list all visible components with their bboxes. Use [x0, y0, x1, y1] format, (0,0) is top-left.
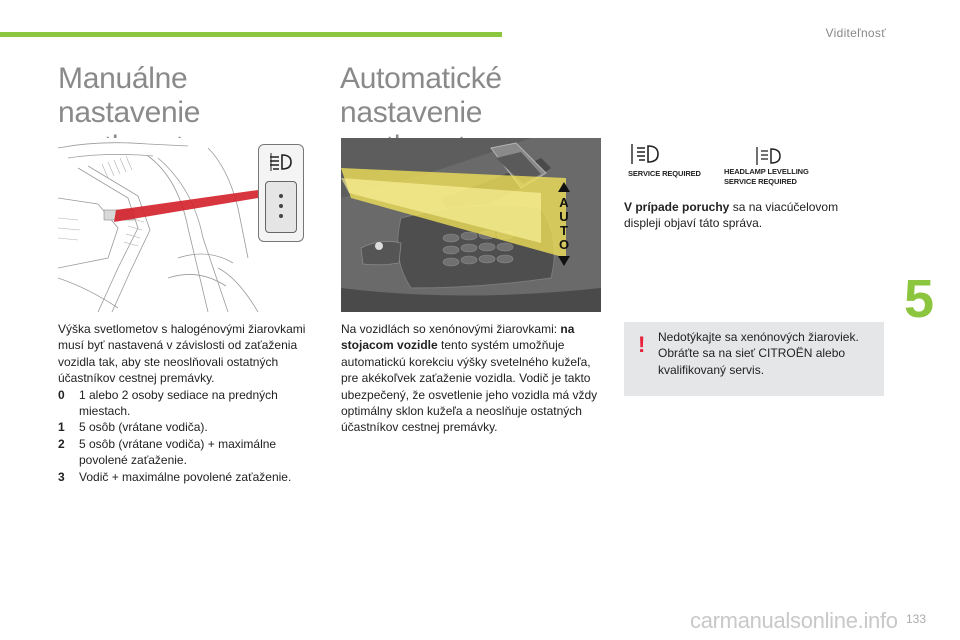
- position-key: 3: [58, 469, 65, 484]
- warning-exclamation-icon: !: [638, 332, 646, 357]
- arrow-down-icon: [558, 256, 570, 266]
- notice-box: [624, 322, 884, 396]
- position-text: 5 osôb (vrátane vodiča) + maximálne povolené zaťaženie.: [79, 436, 277, 468]
- automatic-heading-line1: Automatické nastavenie: [340, 62, 502, 129]
- fault-message-bold: V prípade poruchy: [624, 200, 730, 214]
- position-text: 1 alebo 2 osoby sediace na predných miestach.: [79, 387, 278, 419]
- auto-letter: A: [559, 195, 569, 210]
- chapter-number: 5: [904, 269, 935, 329]
- position-key: 0: [58, 387, 65, 402]
- notice-text: Nedotýkajte sa xenónových žiaroviek. Obráťte sa na sieť CITROËN alebo kvalifikovaný servis.: [658, 330, 859, 377]
- fault-message: [624, 199, 864, 232]
- arrow-up-icon: [558, 182, 570, 192]
- manual-heading-line1: Manuálne nastavenie: [58, 62, 201, 129]
- list-item: [58, 419, 320, 435]
- manual-description: [58, 321, 320, 485]
- headlamp-adjust-thumbwheel[interactable]: [265, 181, 297, 233]
- position-text: Vodič + maximálne povolené zaťaženie.: [79, 469, 292, 484]
- automatic-description: [341, 321, 603, 436]
- headlamp-fault-icon: [628, 142, 662, 166]
- automatic-text-prefix: Na vozidlách so xenónovými žiarovkami:: [341, 322, 561, 336]
- automatic-text-bold: na stojacom vozidle: [341, 322, 575, 353]
- headlamp-beam-icon: [267, 151, 295, 173]
- section-title: Viditeľnosť: [825, 26, 886, 40]
- auto-letter: O: [558, 237, 570, 252]
- position-key: 2: [58, 436, 65, 451]
- top-accent-bar: [0, 32, 502, 37]
- watermark: carmanualsonline.info: [690, 608, 898, 633]
- auto-label: [553, 196, 575, 252]
- dashboard-illustration: [58, 138, 318, 312]
- headlamp-levelling-label-line1: HEADLAMP LEVELLING: [724, 167, 809, 176]
- headlamp-levelling-label-line2: SERVICE REQUIRED: [724, 177, 797, 186]
- position-mark: [279, 204, 283, 208]
- car-front-illustration: [341, 138, 601, 312]
- manual-intro: Výška svetlometov s halogénovými žiarovkami musí byť nastavená v závislosti od zaťaženia vozidla tak, aby ste neoslňovali ostatných účastníkov cestnej premávky.: [58, 322, 306, 386]
- list-item: [58, 469, 320, 485]
- headlamp-adjust-panel: [258, 144, 304, 242]
- auto-letter: U: [559, 209, 569, 224]
- auto-letter: T: [560, 223, 568, 238]
- headlamp-levelling-icon: [754, 146, 784, 166]
- fault-message-rest: sa na viacúčelovom displeji objaví táto správa.: [624, 200, 839, 231]
- headlamp-levelling-warning: [724, 146, 814, 186]
- position-mark: [279, 214, 283, 218]
- service-required-label: SERVICE REQUIRED: [628, 169, 701, 178]
- list-item: [58, 387, 320, 420]
- list-item: [58, 436, 320, 469]
- page-number: 133: [906, 612, 927, 626]
- position-mark: [279, 194, 283, 198]
- service-required-warning: [628, 142, 708, 178]
- automatic-text-suffix: tento systém umožňuje automatickú korekciu výšky svetelného kužeľa, pre akékoľvek zaťaženie vozidla. Vodič je takto ubezpečený, že osvetlenie jeho vozidla má vždy optimálny sklon kužeľa a neoslňuje ostatných účastníkov cestnej premávky.: [341, 338, 598, 435]
- position-text: 5 osôb (vrátane vodiča).: [79, 420, 208, 435]
- position-key: 1: [58, 420, 65, 435]
